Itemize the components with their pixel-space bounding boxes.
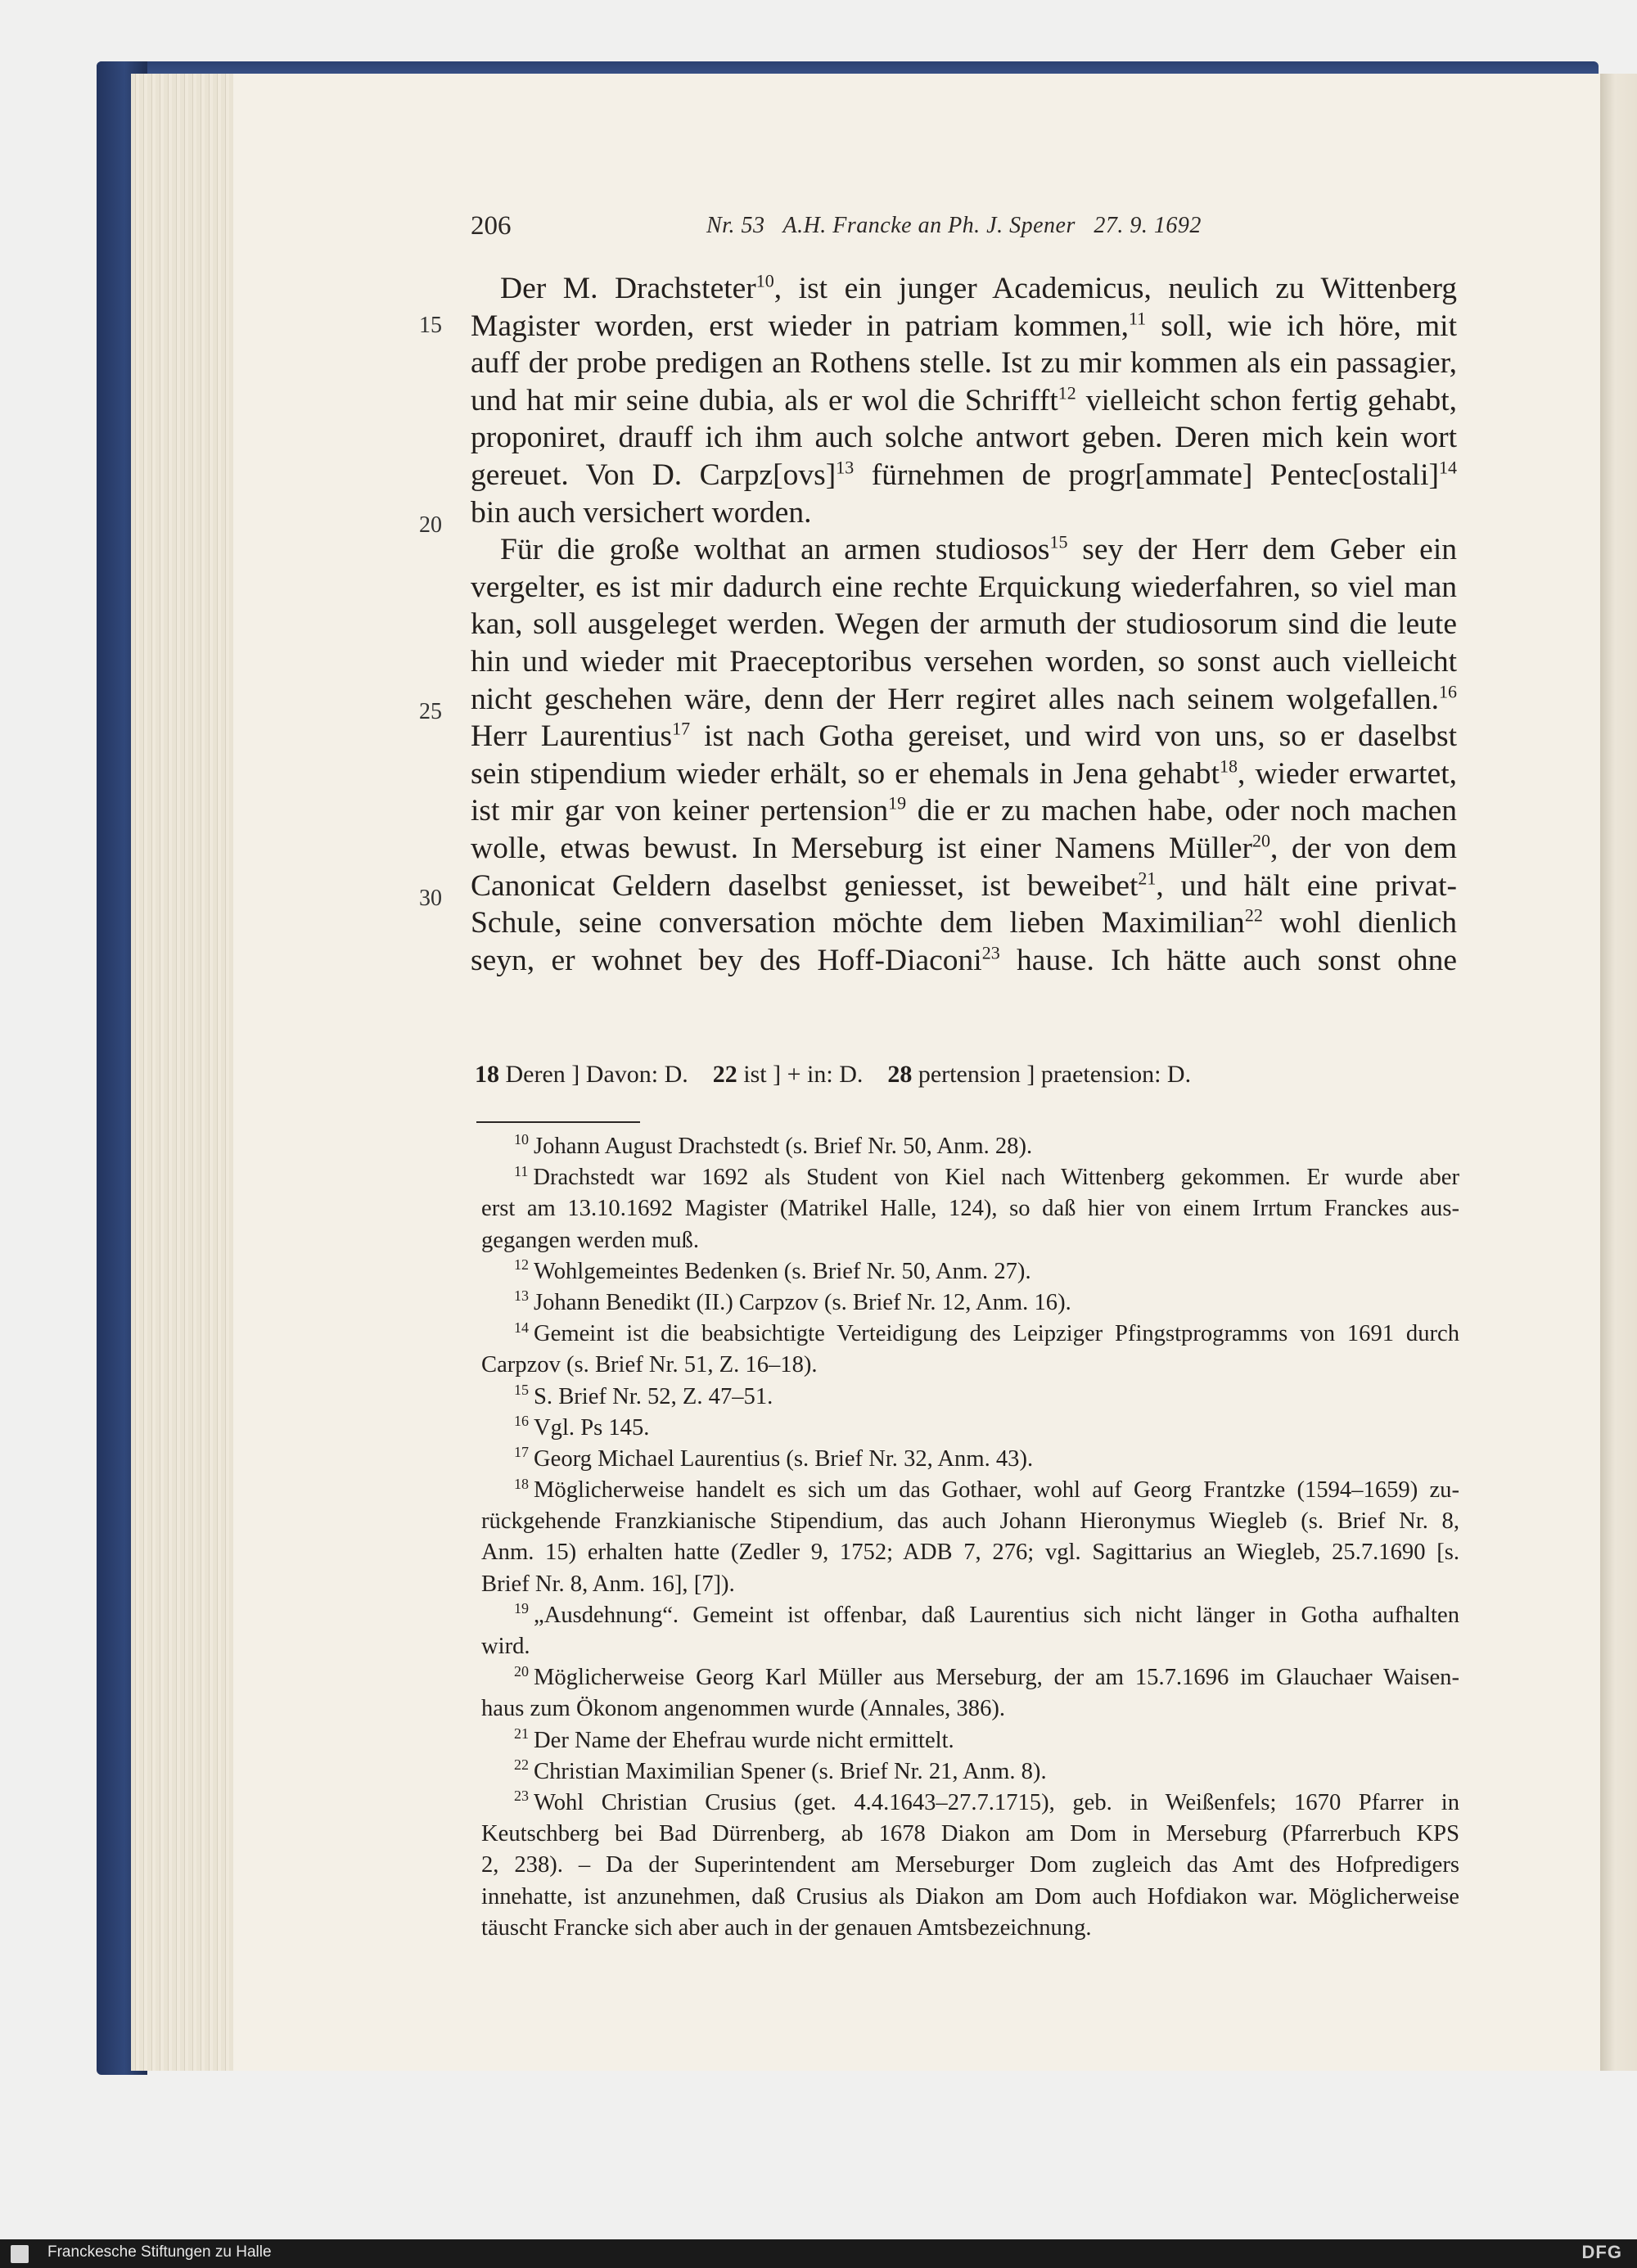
footnote-line: haus zum Ökonom angenommen wurde (Annales, 386). bbox=[481, 1696, 1006, 1722]
variant-line-number: 28 bbox=[887, 1061, 913, 1088]
variant-text: pertension ] praetension: D. bbox=[912, 1061, 1192, 1088]
line-number: 15 bbox=[419, 313, 442, 338]
text-line: Herr Laurentius$^{17}$ ist nach Gotha gereiset, und wird von uns, so er daselbst bbox=[471, 718, 1457, 754]
footnote-line: $^{20}$ Möglicherweise Georg Karl Müller aus Merseburg, der am 15.7.1696 im Glauchaer Waisen- bbox=[514, 1662, 1459, 1691]
text-line: seyn, er wohnet bey des Hoff-Diaconi$^{23}$ hause. Ich hätte auch sonst ohne bbox=[471, 942, 1457, 977]
text-line: nicht geschehen wäre, denn der Herr regiret alles nach seinem wolgefallen.$^{16}$ bbox=[471, 681, 1457, 716]
viewer-footer-bar bbox=[0, 2239, 1637, 2268]
footnote-line: rückgehende Franzkianische Stipendium, das auch Johann Hieronymus Wiegleb (s. Brief Nr. 8, bbox=[481, 1508, 1459, 1535]
variant-line-number: 22 bbox=[712, 1061, 737, 1088]
footnote-line: $^{21}$ Der Name der Ehefrau wurde nicht ermittelt. bbox=[514, 1725, 954, 1753]
footnote-line: wird. bbox=[481, 1634, 530, 1659]
text-line: Schule, seine conversation möchte dem lieben Maximilian$^{22}$ wohl dienlich bbox=[471, 904, 1457, 940]
footnote-line: $^{16}$ Vgl. Ps 145. bbox=[514, 1413, 650, 1441]
text-line: Canonicat Geldern daselbst geniesset, ist beweibet$^{21}$, und hält eine privat- bbox=[471, 868, 1457, 903]
text-line: hin und wieder mit Praeceptoribus versehen worden, so sonst auch vielleicht bbox=[471, 644, 1457, 679]
variant-text: Deren ] Davon: D. bbox=[499, 1061, 688, 1088]
text-line: wolle, etwas bewust. In Merseburg ist einer Namens Müller$^{20}$, der von dem bbox=[471, 830, 1458, 865]
footnote-line: $^{10}$ Johann August Drachstedt (s. Brief Nr. 50, Anm. 28). bbox=[514, 1131, 1033, 1159]
footnote-line: $^{14}$ Gemeint ist die beabsichtigte Verteidigung des Leipziger Pfingstprogramms von 1691 durch bbox=[514, 1319, 1459, 1347]
text-line: sein stipendium wieder erhält, so er ehemals in Jena gehabt$^{18}$, wieder erwartet, bbox=[471, 755, 1458, 791]
footnote-line: $^{22}$ Christian Maximilian Spener (s. Brief Nr. 21, Anm. 8). bbox=[514, 1756, 1047, 1784]
footnote-line: $^{11}$ Drachstedt war 1692 als Student von Kiel nach Wittenberg gekommen. Er wurde aber bbox=[514, 1162, 1459, 1191]
footnote-line: $^{17}$ Georg Michael Laurentius (s. Brief Nr. 32, Anm. 43). bbox=[514, 1444, 1034, 1472]
footnote-line: Brief Nr. 8, Anm. 16], [7]). bbox=[481, 1571, 735, 1597]
footnote-line: Carpzov (s. Brief Nr. 51, Z. 16–18). bbox=[481, 1352, 818, 1378]
footnote-line: $^{12}$ Wohlgemeintes Bedenken (s. Brief Nr. 50, Anm. 27). bbox=[514, 1256, 1031, 1284]
footnote-line: 2, 238). – Da der Superintendent am Merseburger Dom zugleich das Amt des Hofpredigers bbox=[481, 1852, 1459, 1878]
text-line: Magister worden, erst wieder in patriam kommen,$^{11}$ soll, wie ich höre, mit bbox=[471, 308, 1457, 343]
footnote-line: $^{19}$ „Ausdehnung“. Gemeint ist offenbar, daß Laurentius sich nicht länger in Gotha aufhalten bbox=[514, 1600, 1459, 1628]
institution-logo-icon bbox=[11, 2245, 29, 2263]
footnote-line: Anm. 15) erhalten hatte (Zedler 9, 1752; ADB 7, 276; vgl. Sagittarius an Wiegleb, 25.7.1690 [s. bbox=[481, 1540, 1459, 1566]
text-line: ist mir gar von keiner pertension$^{19}$ die er zu machen habe, oder noch machen bbox=[471, 792, 1457, 828]
page-header bbox=[471, 211, 1256, 244]
footnote-line: $^{13}$ Johann Benedikt (II.) Carpzov (s. Brief Nr. 12, Anm. 16). bbox=[514, 1287, 1071, 1315]
footnote-line: $^{23}$ Wohl Christian Crusius (get. 4.4.1643–27.7.1715), geb. in Weißenfels; 1670 Pfarrer in bbox=[514, 1788, 1459, 1815]
text-line: Der M. Drachsteter$^{10}$, ist ein junger Academicus, neulich zu Wittenberg bbox=[500, 270, 1458, 305]
text-line: und hat mir seine dubia, als er wol die Schrifft$^{12}$ vielleicht schon fertig gehabt, bbox=[471, 382, 1457, 417]
text-line: auff der probe predigen an Rothens stelle. Ist zu mir kommen als ein passagier, bbox=[471, 346, 1457, 381]
footnote-line: innehatte, ist anzunehmen, daß Crusius als Diakon am Dom auch Hofdiakon war. Möglicherweise bbox=[481, 1883, 1459, 1910]
text-line: gereuet. Von D. Carpz[ovs]$^{13}$ fürnehmen de progr[ammate] Pentec[ostali]$^{14}$ bbox=[471, 457, 1457, 492]
variant-text: ist ] + in: D. bbox=[737, 1061, 864, 1088]
letter-body-text bbox=[471, 270, 1457, 979]
institution-name: Franckesche Stiftungen zu Halle bbox=[47, 2243, 272, 2261]
footnote-line: täuscht Francke sich aber auch in der genauen Amtsbezeichnung. bbox=[481, 1914, 1092, 1941]
text-line: Für die große wolthat an armen studiosos$^{15}$ sey der Herr dem Geber ein bbox=[500, 531, 1458, 567]
critical-apparatus bbox=[475, 1061, 1191, 1089]
footnote-line: erst am 13.10.1692 Magister (Matrikel Halle, 124), so daß hier von einem Irrtum Franckes aus- bbox=[481, 1196, 1459, 1222]
page-edges bbox=[131, 74, 237, 2071]
dfg-logo: DFG bbox=[1581, 2242, 1622, 2262]
footnote-separator bbox=[476, 1121, 640, 1123]
text-line: bin auch versichert worden. bbox=[471, 495, 812, 530]
variant-line-number: 18 bbox=[475, 1061, 499, 1088]
footnote-line: Keutschberg bei Bad Dürrenberg, ab 1678 Diakon am Dom in Merseburg (Pfarrerbuch KPS bbox=[481, 1821, 1459, 1847]
text-line: proponiret, drauff ich ihm auch solche antwort geben. Deren mich kein wort bbox=[471, 421, 1457, 455]
line-number: 20 bbox=[419, 512, 442, 538]
footnote-line: $^{15}$ S. Brief Nr. 52, Z. 47–51. bbox=[514, 1381, 773, 1409]
facing-page-edge bbox=[1600, 74, 1637, 2071]
text-line: kan, soll ausgeleget werden. Wegen der armuth der studiosorum sind die leute bbox=[471, 607, 1457, 642]
line-number: 30 bbox=[419, 886, 442, 911]
footnote-line: $^{18}$ Möglicherweise handelt es sich um das Gothaer, wohl auf Georg Frantzke (1594–1659) zu- bbox=[514, 1475, 1459, 1504]
line-number: 25 bbox=[419, 699, 442, 724]
text-line: vergelter, es ist mir dadurch eine rechte Erquickung wiederfahren, so viel man bbox=[471, 570, 1457, 604]
page-number: 206 bbox=[471, 211, 512, 241]
running-title: Nr. 53 A.H. Francke an Ph. J. Spener 27. 9. 1692 bbox=[706, 213, 1202, 238]
footnote-line: gegangen werden muß. bbox=[481, 1227, 699, 1253]
footnotes bbox=[481, 1131, 1459, 1944]
